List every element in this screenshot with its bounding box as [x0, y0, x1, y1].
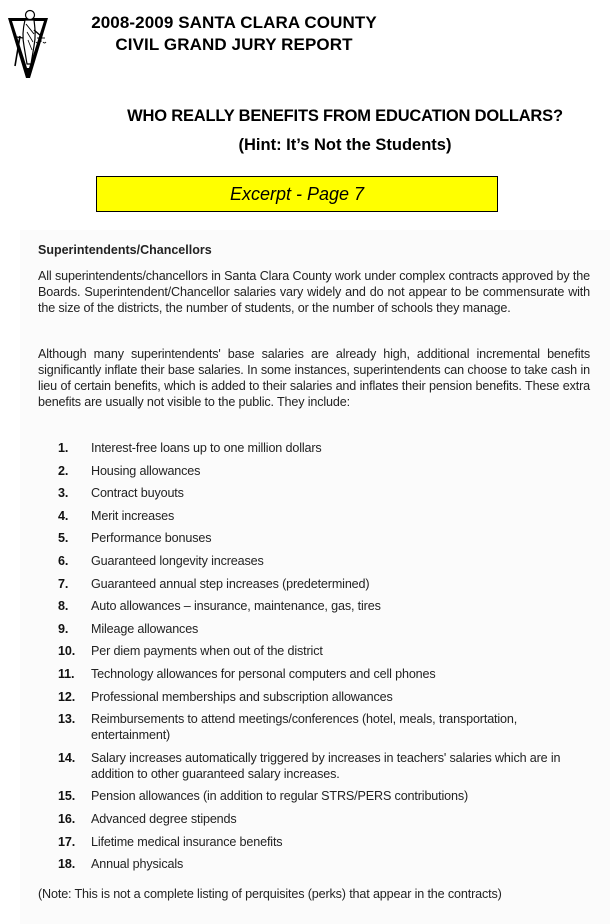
list-item — [58, 553, 598, 569]
footnote: (Note: This is not a complete listing of perquisites (perks) that appear in the contracts) — [38, 887, 502, 901]
list-item — [58, 485, 598, 501]
list-text: Contract buyouts — [91, 486, 184, 501]
list-item — [58, 463, 598, 479]
list-text: Mileage allowances — [91, 621, 199, 636]
benefits-list — [58, 440, 598, 879]
list-number: 6. — [58, 553, 69, 568]
report-header-line2: CIVIL GRAND JURY REPORT — [115, 35, 353, 54]
list-text: Housing allowances — [91, 463, 201, 478]
list-number: 5. — [58, 531, 69, 546]
list-text: Salary increases automatically triggered by increases in teachers' salaries which are in addition to other guaranteed salary increases. — [91, 750, 561, 781]
list-item — [58, 750, 598, 782]
list-item — [58, 689, 598, 705]
list-item — [58, 621, 598, 637]
list-number: 2. — [58, 463, 69, 478]
list-number: 4. — [58, 508, 69, 523]
list-text: Guaranteed annual step increases (predetermined) — [91, 576, 370, 591]
list-text: Professional memberships and subscription allowances — [91, 689, 393, 704]
list-number: 7. — [58, 576, 69, 591]
list-number: 14. — [58, 750, 76, 765]
list-text: Performance bonuses — [91, 531, 212, 546]
list-text: Lifetime medical insurance benefits — [91, 834, 283, 849]
list-item — [58, 530, 598, 546]
report-header-line1: 2008-2009 SANTA CLARA COUNTY — [91, 13, 377, 32]
list-number: 10. — [58, 644, 76, 659]
list-text: Technology allowances for personal computers and cell phones — [91, 666, 436, 681]
report-subtitle: (Hint: It’s Not the Students) — [238, 136, 452, 154]
list-text: Reimbursements to attend meetings/conferences (hotel, meals, transportation, entertainment) — [91, 712, 518, 743]
report-title: WHO REALLY BENEFITS FROM EDUCATION DOLLARS? — [127, 107, 563, 125]
list-number: 18. — [58, 857, 76, 872]
list-text: Annual physicals — [91, 857, 184, 872]
list-number: 17. — [58, 834, 76, 849]
list-number: 16. — [58, 811, 76, 826]
list-number: 12. — [58, 689, 76, 704]
list-item — [58, 666, 598, 682]
list-text: Merit increases — [91, 508, 175, 523]
paragraph-benefits: Although many superintendents' base salaries are already high, additional incremental benefits significantly inflate their base salaries. In some instances, superintendents can choose to take cash in lieu of certain benefits, which is added to their salaries and inflates their pension benefits. These extra benefits are usually not visible to the public. They include: — [38, 347, 590, 409]
document-body — [20, 230, 610, 924]
list-item — [58, 834, 598, 850]
report-header — [60, 12, 408, 56]
list-item — [58, 788, 598, 804]
list-item — [58, 856, 598, 872]
list-text: Per diem payments when out of the district — [91, 644, 323, 659]
list-text: Guaranteed longevity increases — [91, 553, 264, 568]
lady-justice-icon — [6, 6, 50, 80]
list-text: Auto allowances – insurance, maintenance, gas, tires — [91, 599, 381, 614]
list-item — [58, 508, 598, 524]
list-number: 13. — [58, 712, 76, 727]
list-text: Interest-free loans up to one million dollars — [91, 441, 322, 455]
list-number: 15. — [58, 789, 76, 804]
excerpt-page-label: Excerpt - Page 7 — [96, 176, 498, 212]
paragraph-intro: All superintendents/chancellors in Santa Clara County work under complex contracts approved by the Boards. Superintendent/Chancellor salaries vary widely and do not appear to be commensurate with the size of the districts, the number of students, or the number of schools they manage. — [38, 269, 590, 315]
list-number: 1. — [58, 441, 69, 455]
list-number: 8. — [58, 599, 69, 614]
list-text: Pension allowances (in addition to regular STRS/PERS contributions) — [91, 789, 469, 804]
list-item — [58, 643, 598, 659]
list-item — [58, 440, 598, 456]
list-item — [58, 576, 598, 592]
list-item — [58, 598, 598, 614]
list-number: 3. — [58, 486, 69, 501]
list-item — [58, 811, 598, 827]
list-item — [58, 711, 598, 743]
list-number: 11. — [58, 666, 75, 681]
section-heading: Superintendents/Chancellors — [38, 243, 212, 257]
list-number: 9. — [58, 621, 69, 636]
list-text: Advanced degree stipends — [91, 811, 237, 826]
